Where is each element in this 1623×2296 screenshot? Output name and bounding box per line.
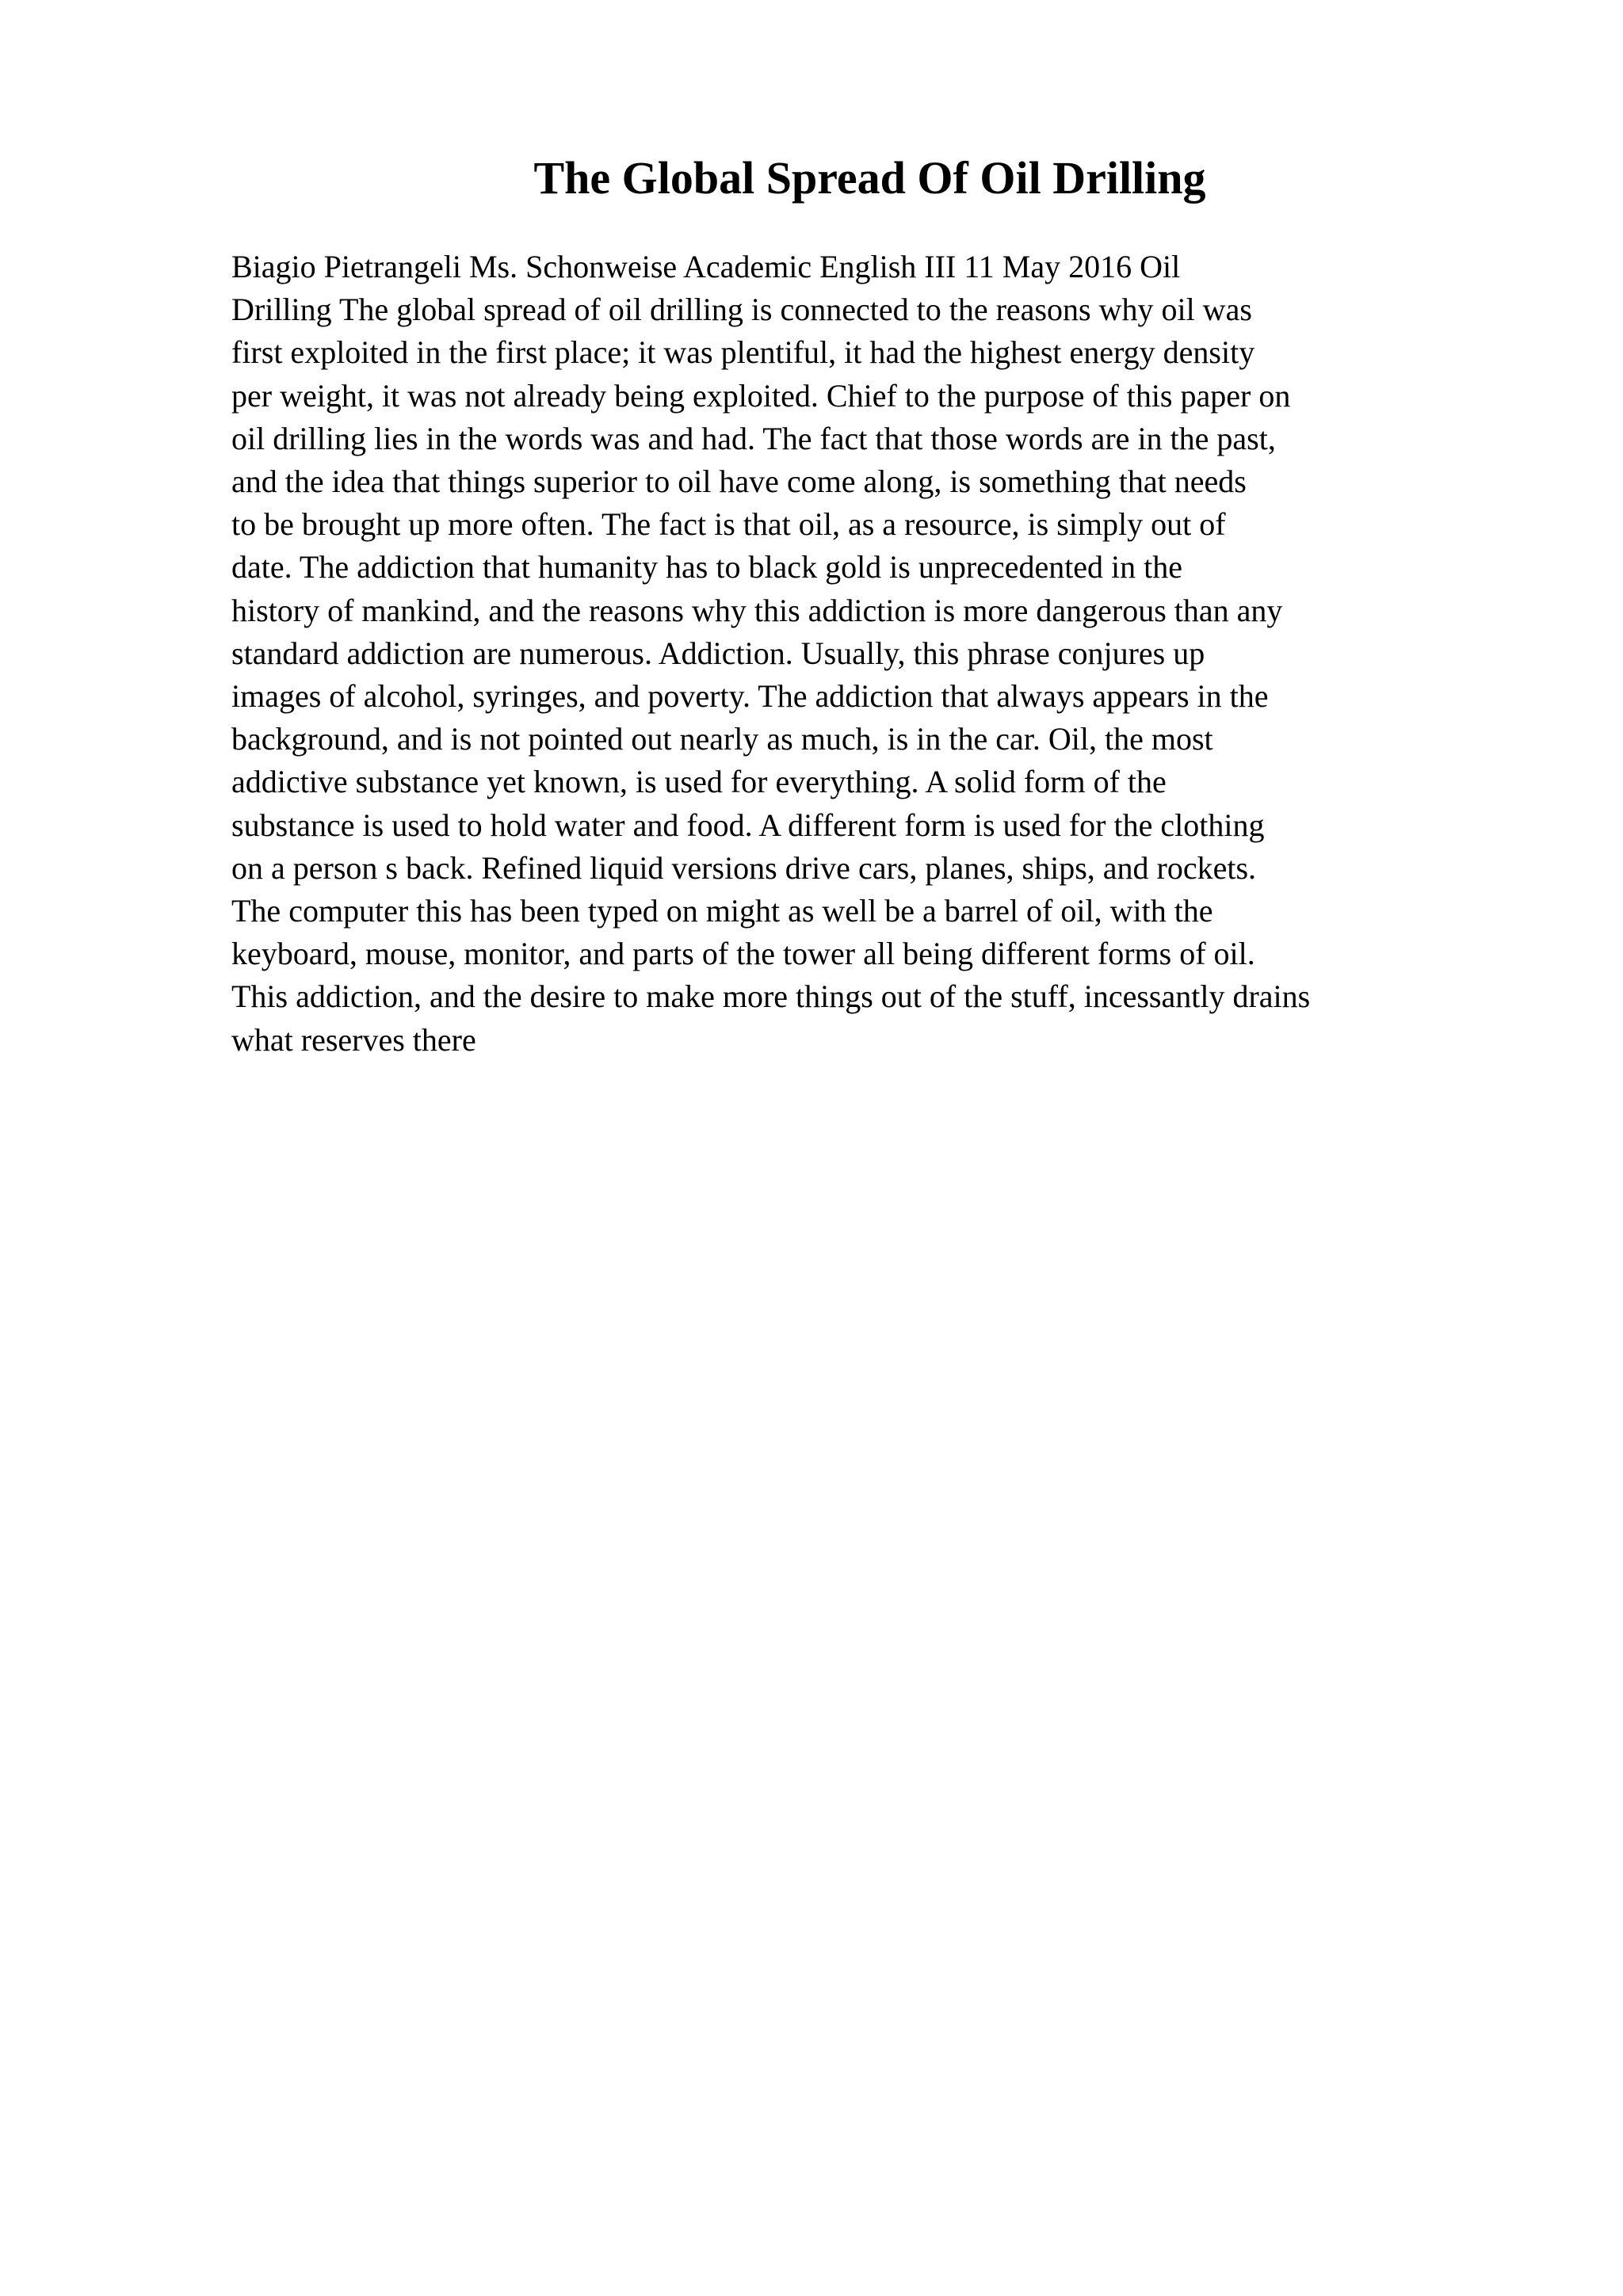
body-line: history of mankind, and the reasons why this addiction is more dangerous than any: [231, 592, 1283, 628]
body-line: oil drilling lies in the words was and had. The fact that those words are in the past,: [231, 420, 1276, 456]
body-line: keyboard, mouse, monitor, and parts of the tower all being different forms of oil.: [231, 936, 1255, 972]
body-line: on a person s back. Refined liquid versions drive cars, planes, ships, and rockets.: [231, 849, 1257, 886]
body-line: to be brought up more often. The fact is that oil, as a resource, is simply out of: [231, 506, 1226, 543]
body-line: what reserves there: [231, 1021, 476, 1058]
body-line: standard addiction are numerous. Addiction. Usually, this phrase conjures up: [231, 635, 1205, 671]
body-line: images of alcohol, syringes, and poverty. The addiction that always appears in the: [231, 678, 1269, 715]
body-line: per weight, it was not already being exploited. Chief to the purpose of this paper on: [231, 377, 1291, 414]
body-line: date. The addiction that humanity has to black gold is unprecedented in the: [231, 549, 1183, 585]
body-line: addictive substance yet known, is used for everything. A solid form of the: [231, 764, 1167, 800]
body-line: This addiction, and the desire to make more things out of the stuff, incessantly drains: [231, 978, 1311, 1015]
body-line: first exploited in the first place; it was plentiful, it had the highest energy density: [231, 334, 1255, 371]
body-line: substance is used to hold water and food. A different form is used for the clothing: [231, 807, 1265, 843]
document-title: The Global Spread Of Oil Drilling: [533, 152, 1206, 204]
document-body: [231, 246, 1594, 1062]
body-line: The computer this has been typed on might as well be a barrel of oil, with the: [231, 893, 1213, 929]
body-line: and the idea that things superior to oil have come along, is something that needs: [231, 463, 1247, 500]
body-line: background, and is not pointed out nearly as much, is in the car. Oil, the most: [231, 721, 1213, 757]
body-line: Biagio Pietrangeli Ms. Schonweise Academic English III 11 May 2016 Oil: [231, 249, 1181, 284]
body-line: Drilling The global spread of oil drilling is connected to the reasons why oil was: [231, 292, 1252, 328]
